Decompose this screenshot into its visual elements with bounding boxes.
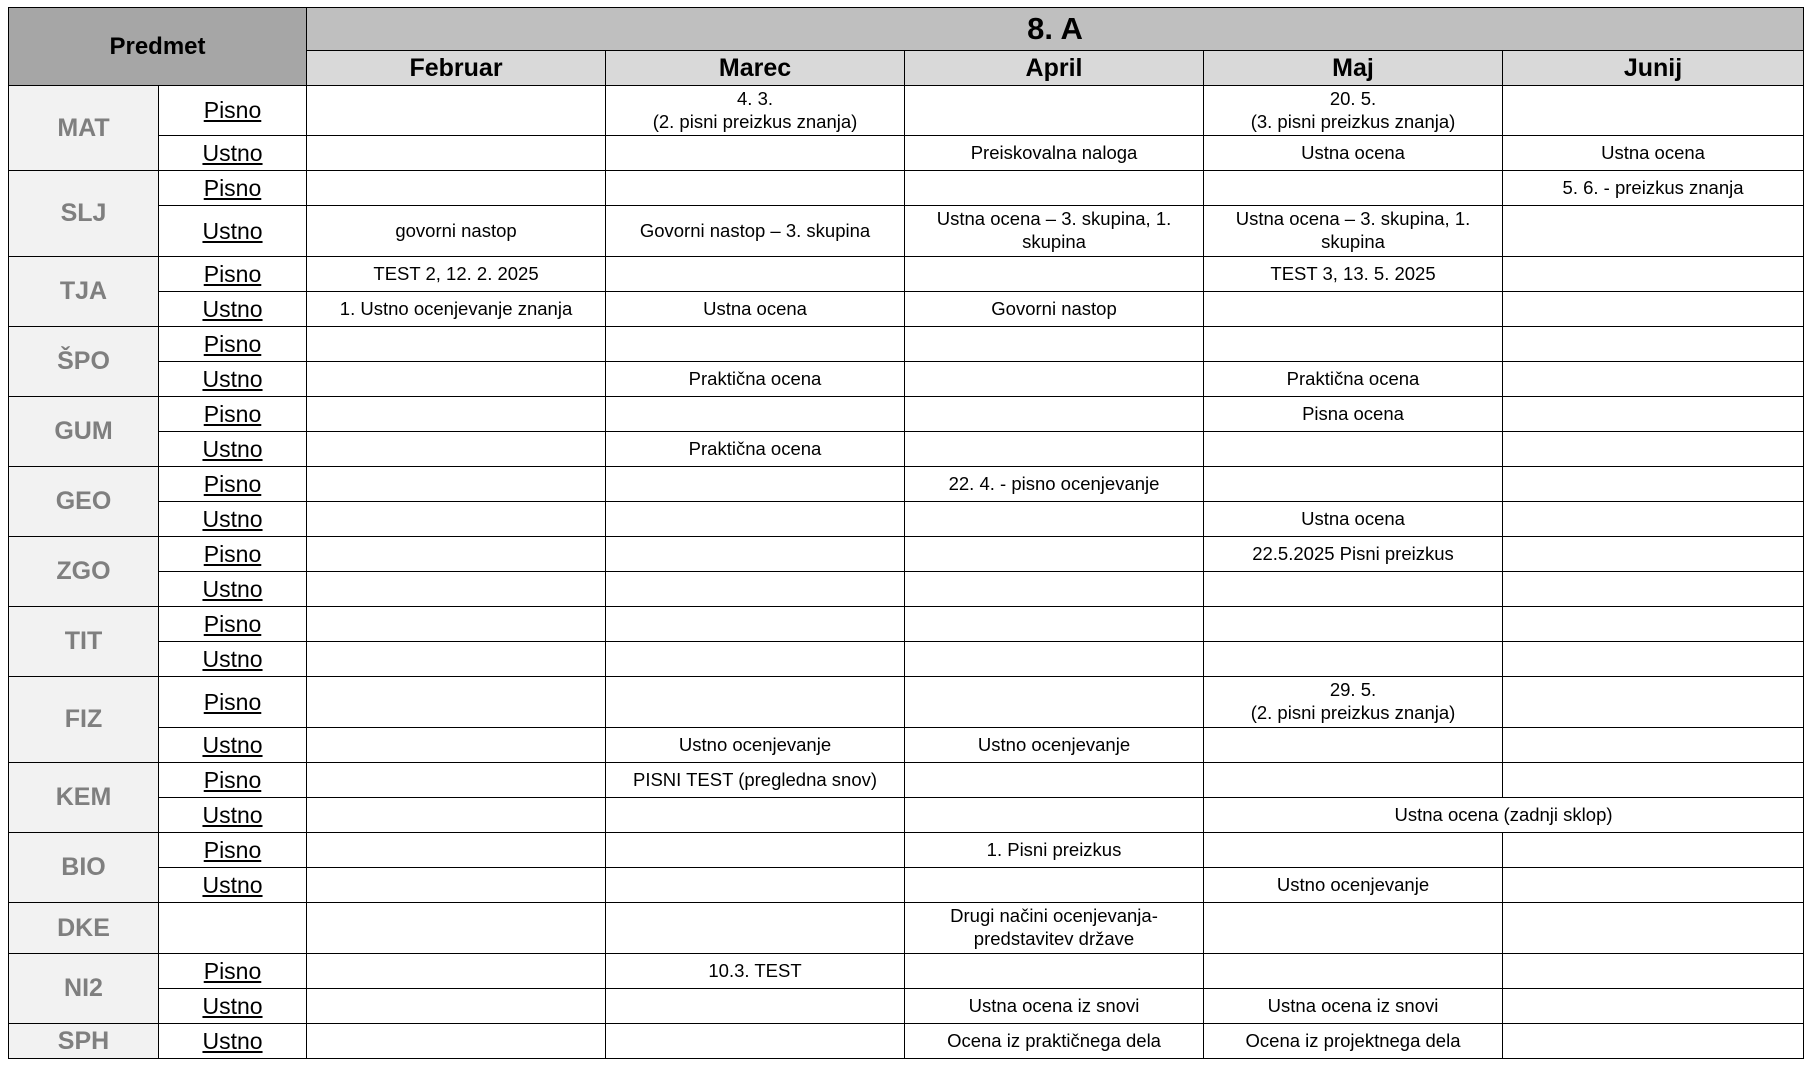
assessment-type: Ustno — [159, 989, 307, 1024]
assessment-type: Ustno — [159, 206, 307, 257]
assessment-type: Pisno — [159, 327, 307, 362]
assessment-type: Ustno — [159, 502, 307, 537]
assessment-type: Pisno — [159, 257, 307, 292]
schedule-cell — [307, 903, 606, 954]
schedule-cell — [1503, 502, 1804, 537]
schedule-cell: Ustno ocenjevanje — [606, 728, 905, 763]
schedule-cell — [1503, 572, 1804, 607]
assessment-type: Ustno — [159, 868, 307, 903]
assessment-type: Ustno — [159, 292, 307, 327]
assessment-type: Ustno — [159, 642, 307, 677]
schedule-cell — [1503, 763, 1804, 798]
assessment-type: Ustno — [159, 572, 307, 607]
subject-name: TJA — [9, 257, 159, 327]
schedule-cell — [1204, 171, 1503, 206]
schedule-cell — [1503, 397, 1804, 432]
schedule-cell — [606, 607, 905, 642]
subject-name: FIZ — [9, 677, 159, 763]
schedule-cell: Ustno ocenjevanje — [905, 728, 1204, 763]
schedule-cell — [905, 86, 1204, 136]
schedule-cell — [905, 502, 1204, 537]
table-row — [9, 763, 1804, 798]
schedule-cell: Ustna ocena iz snovi — [905, 989, 1204, 1024]
schedule-cell — [606, 833, 905, 868]
month-header-may: Maj — [1204, 51, 1503, 86]
schedule-cell — [307, 327, 606, 362]
month-header-april: April — [905, 51, 1204, 86]
subject-name: KEM — [9, 763, 159, 833]
schedule-cell — [606, 397, 905, 432]
assessment-type: Pisno — [159, 467, 307, 502]
schedule-cell: Pisna ocena — [1204, 397, 1503, 432]
subject-name: SLJ — [9, 171, 159, 257]
table-row — [9, 728, 1804, 763]
assessment-type: Ustno — [159, 432, 307, 467]
schedule-cell: Ustna ocena — [606, 292, 905, 327]
schedule-cell — [1503, 327, 1804, 362]
table-row — [9, 642, 1804, 677]
month-header-february: Februar — [307, 51, 606, 86]
schedule-cell — [307, 677, 606, 728]
subject-column-header: Predmet — [9, 8, 307, 86]
schedule-cell — [606, 868, 905, 903]
table-row — [9, 1024, 1804, 1059]
schedule-cell — [606, 798, 905, 833]
table-row — [9, 502, 1804, 537]
schedule-cell — [905, 537, 1204, 572]
table-row — [9, 432, 1804, 467]
schedule-cell — [1204, 572, 1503, 607]
schedule-cell: Praktična ocena — [606, 432, 905, 467]
schedule-cell: PISNI TEST (pregledna snov) — [606, 763, 905, 798]
schedule-cell: Govorni nastop – 3. skupina — [606, 206, 905, 257]
schedule-cell: Ocena iz praktičnega dela — [905, 1024, 1204, 1059]
assessment-type: Pisno — [159, 954, 307, 989]
month-header-june: Junij — [1503, 51, 1804, 86]
schedule-cell — [1204, 642, 1503, 677]
schedule-cell — [307, 607, 606, 642]
table-row — [9, 903, 1804, 954]
schedule-cell — [1503, 868, 1804, 903]
assessment-schedule — [8, 7, 1803, 1059]
schedule-cell — [905, 642, 1204, 677]
schedule-cell — [1503, 86, 1804, 136]
schedule-cell — [606, 136, 905, 171]
schedule-cell — [606, 1024, 905, 1059]
schedule-cell — [905, 397, 1204, 432]
schedule-cell: Preiskovalna naloga — [905, 136, 1204, 171]
table-row — [9, 989, 1804, 1024]
schedule-cell — [307, 86, 606, 136]
schedule-cell — [905, 572, 1204, 607]
schedule-cell: Ustna ocena — [1204, 502, 1503, 537]
schedule-cell — [905, 327, 1204, 362]
schedule-cell — [1204, 763, 1503, 798]
assessment-type: Pisno — [159, 763, 307, 798]
table-row — [9, 607, 1804, 642]
schedule-cell — [1503, 728, 1804, 763]
schedule-cell: 29. 5. (2. pisni preizkus znanja) — [1204, 677, 1503, 728]
schedule-cell — [307, 572, 606, 607]
schedule-cell — [905, 763, 1204, 798]
schedule-cell — [905, 432, 1204, 467]
schedule-cell — [307, 136, 606, 171]
schedule-cell — [606, 257, 905, 292]
schedule-cell — [905, 362, 1204, 397]
schedule-cell: Ustna ocena — [1503, 136, 1804, 171]
schedule-cell — [1204, 728, 1503, 763]
schedule-cell: 5. 6. - preizkus znanja — [1503, 171, 1804, 206]
assessment-type — [159, 903, 307, 954]
schedule-cell — [307, 502, 606, 537]
subject-name: SPH — [9, 1024, 159, 1059]
schedule-cell — [606, 989, 905, 1024]
assessment-type: Pisno — [159, 86, 307, 136]
assessment-type: Pisno — [159, 537, 307, 572]
schedule-cell — [905, 607, 1204, 642]
schedule-cell: TEST 3, 13. 5. 2025 — [1204, 257, 1503, 292]
schedule-cell — [307, 868, 606, 903]
schedule-cell — [606, 642, 905, 677]
assessment-type: Ustno — [159, 136, 307, 171]
subject-name: NI2 — [9, 954, 159, 1024]
assessment-type: Pisno — [159, 677, 307, 728]
schedule-cell — [1503, 257, 1804, 292]
schedule-cell — [905, 954, 1204, 989]
table-row — [9, 257, 1804, 292]
assessment-type: Ustno — [159, 362, 307, 397]
table-row — [9, 677, 1804, 728]
class-header: 8. A — [307, 8, 1804, 51]
table-row — [9, 798, 1804, 833]
schedule-table — [8, 7, 1804, 1059]
schedule-cell — [606, 467, 905, 502]
schedule-cell — [1204, 292, 1503, 327]
schedule-cell: 1. Pisni preizkus — [905, 833, 1204, 868]
table-row — [9, 136, 1804, 171]
subject-name: TIT — [9, 607, 159, 677]
table-row — [9, 86, 1804, 136]
table-row — [9, 467, 1804, 502]
assessment-type: Pisno — [159, 171, 307, 206]
schedule-cell: Ustna ocena – 3. skupina, 1. skupina — [1204, 206, 1503, 257]
schedule-cell — [1204, 327, 1503, 362]
schedule-cell — [606, 537, 905, 572]
schedule-cell — [1503, 537, 1804, 572]
month-header-march: Marec — [606, 51, 905, 86]
schedule-cell: TEST 2, 12. 2. 2025 — [307, 257, 606, 292]
schedule-cell — [1503, 833, 1804, 868]
schedule-cell — [606, 903, 905, 954]
subject-name: DKE — [9, 903, 159, 954]
assessment-type: Pisno — [159, 397, 307, 432]
schedule-cell — [307, 362, 606, 397]
schedule-cell: 20. 5. (3. pisni preizkus znanja) — [1204, 86, 1503, 136]
schedule-cell — [307, 467, 606, 502]
schedule-cell — [905, 677, 1204, 728]
subject-name: ZGO — [9, 537, 159, 607]
schedule-cell — [1503, 362, 1804, 397]
schedule-cell — [905, 171, 1204, 206]
schedule-cell — [1503, 292, 1804, 327]
schedule-cell — [1204, 467, 1503, 502]
table-row — [9, 868, 1804, 903]
schedule-cell — [1503, 642, 1804, 677]
schedule-cell: 4. 3. (2. pisni preizkus znanja) — [606, 86, 905, 136]
schedule-cell — [307, 798, 606, 833]
schedule-cell: Ustna ocena — [1204, 136, 1503, 171]
schedule-cell — [307, 833, 606, 868]
schedule-cell: Ustna ocena (zadnji sklop) — [1204, 798, 1804, 833]
schedule-cell — [307, 642, 606, 677]
assessment-type: Pisno — [159, 607, 307, 642]
schedule-cell: 1. Ustno ocenjevanje znanja — [307, 292, 606, 327]
assessment-type: Ustno — [159, 798, 307, 833]
assessment-type: Pisno — [159, 833, 307, 868]
schedule-cell — [905, 257, 1204, 292]
schedule-cell — [307, 1024, 606, 1059]
schedule-cell — [307, 989, 606, 1024]
schedule-cell — [307, 728, 606, 763]
schedule-cell — [606, 171, 905, 206]
schedule-cell: Ustno ocenjevanje — [1204, 868, 1503, 903]
table-row — [9, 292, 1804, 327]
schedule-cell — [307, 171, 606, 206]
schedule-cell: Ocena iz projektnega dela — [1204, 1024, 1503, 1059]
schedule-cell: 22. 4. - pisno ocenjevanje — [905, 467, 1204, 502]
schedule-cell — [1503, 432, 1804, 467]
schedule-cell: Govorni nastop — [905, 292, 1204, 327]
schedule-cell — [1503, 677, 1804, 728]
schedule-cell — [1204, 903, 1503, 954]
schedule-cell: Drugi načini ocenjevanja-predstavitev države — [905, 903, 1204, 954]
table-row — [9, 572, 1804, 607]
table-row — [9, 327, 1804, 362]
subject-name: BIO — [9, 833, 159, 903]
schedule-cell: 10.3. TEST — [606, 954, 905, 989]
schedule-cell — [307, 763, 606, 798]
schedule-cell — [1503, 607, 1804, 642]
table-row — [9, 206, 1804, 257]
schedule-cell: govorni nastop — [307, 206, 606, 257]
schedule-cell — [307, 954, 606, 989]
schedule-cell — [1204, 432, 1503, 467]
schedule-cell: Praktična ocena — [606, 362, 905, 397]
schedule-cell — [307, 537, 606, 572]
table-row — [9, 833, 1804, 868]
schedule-cell — [1503, 467, 1804, 502]
schedule-cell: Ustna ocena iz snovi — [1204, 989, 1503, 1024]
schedule-cell — [905, 868, 1204, 903]
schedule-cell — [1503, 989, 1804, 1024]
schedule-cell — [1204, 833, 1503, 868]
subject-name: GUM — [9, 397, 159, 467]
table-row — [9, 954, 1804, 989]
table-row — [9, 171, 1804, 206]
schedule-cell — [1503, 1024, 1804, 1059]
schedule-cell — [606, 502, 905, 537]
table-row — [9, 362, 1804, 397]
schedule-cell — [905, 798, 1204, 833]
schedule-cell — [1204, 607, 1503, 642]
schedule-cell — [1503, 903, 1804, 954]
assessment-type: Ustno — [159, 1024, 307, 1059]
schedule-cell: Praktična ocena — [1204, 362, 1503, 397]
schedule-cell — [606, 327, 905, 362]
schedule-cell — [307, 432, 606, 467]
schedule-cell: Ustna ocena – 3. skupina, 1. skupina — [905, 206, 1204, 257]
schedule-cell — [1204, 954, 1503, 989]
schedule-cell — [1503, 954, 1804, 989]
schedule-cell — [1503, 206, 1804, 257]
table-row — [9, 537, 1804, 572]
schedule-cell — [606, 572, 905, 607]
schedule-cell — [606, 677, 905, 728]
schedule-cell — [307, 397, 606, 432]
schedule-cell: 22.5.2025 Pisni preizkus — [1204, 537, 1503, 572]
subject-name: GEO — [9, 467, 159, 537]
table-row — [9, 397, 1804, 432]
subject-name: ŠPO — [9, 327, 159, 397]
assessment-type: Ustno — [159, 728, 307, 763]
subject-name: MAT — [9, 86, 159, 171]
schedule-body — [9, 86, 1804, 1059]
